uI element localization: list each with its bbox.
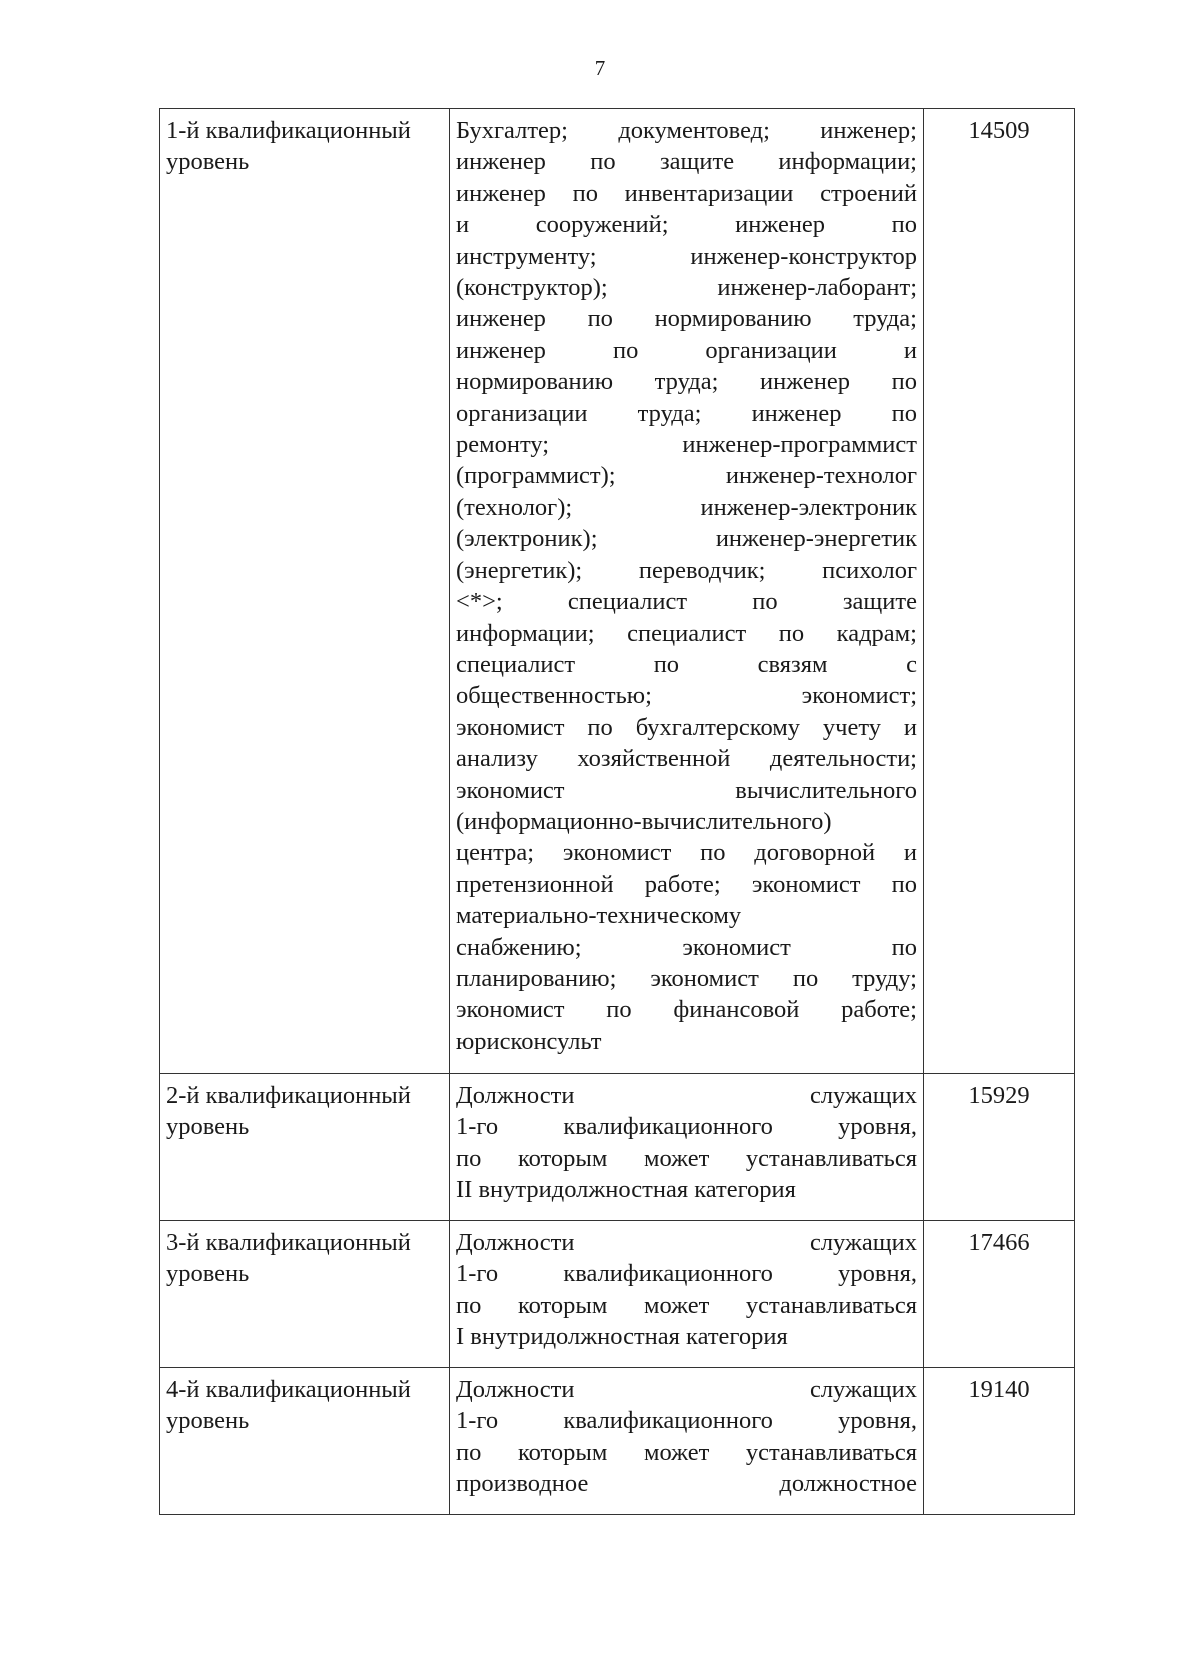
positions-line: юрисконсульт [456,1027,602,1055]
positions-line: I внутридолжностная категория [456,1323,788,1351]
positions-line: Бухгалтер; документовед; инженер; [456,117,917,144]
positions-line: Должности служащих [456,1082,917,1109]
positions-line: по которым может устанавливаться [456,1438,917,1466]
positions-line: инженер по защите информации; [456,148,917,176]
positions-line: (энергетик); переводчик; психолог [456,556,917,584]
salary-cell: 17466 [924,1221,1075,1368]
positions-line: Должности служащих [456,1376,917,1403]
table-row [160,1221,1075,1368]
positions-line: 1-го квалификационного уровня, [456,1407,917,1435]
salary-cell: 15929 [924,1074,1075,1221]
salary-cell: 19140 [924,1368,1075,1515]
positions-line: производное должностное [456,1470,917,1498]
positions-line: (программист); инженер-технолог [456,462,917,490]
positions-line: экономист вычислительного [456,776,917,804]
salary-cell: 14509 [924,109,1075,1074]
positions-cell [450,1368,924,1515]
positions-line: и сооружений; инженер по [456,211,917,239]
table-row [160,1368,1075,1515]
positions-line: экономист по финансовой работе; [456,996,917,1024]
positions-line: анализу хозяйственной деятельности; [456,745,917,773]
positions-line: специалист по связям с [456,650,917,678]
positions-line: по которым может устанавливаться [456,1144,917,1172]
positions-line: 1-го квалификационного уровня, [456,1260,917,1288]
table-body [160,109,1075,1515]
positions-line: материально-техническому [456,902,742,930]
positions-line: инженер по инвентаризации строений [456,179,917,207]
table-row [160,1074,1075,1221]
positions-cell [450,109,924,1074]
positions-line: центра; экономист по договорной и [456,839,917,867]
positions-line: общественностью; экономист; [456,682,917,710]
positions-line: планированию; экономист по труду; [456,964,917,992]
table-row [160,109,1075,1074]
positions-line: (технолог); инженер-электроник [456,493,917,521]
positions-line: нормированию труда; инженер по [456,368,917,396]
positions-line: по которым может устанавливаться [456,1291,917,1319]
positions-line: (конструктор); инженер-лаборант; [456,274,917,302]
positions-line: Должности служащих [456,1229,917,1256]
page-number: 7 [594,56,606,80]
positions-line: экономист по бухгалтерскому учету и [456,713,917,741]
qualification-level-cell: 1-й квалификационный уровень [160,109,450,1074]
positions-line: ремонту; инженер-программист [456,431,917,459]
positions-cell [450,1074,924,1221]
positions-line: инженер по организации и [456,336,917,364]
positions-line: организации труда; инженер по [456,399,917,427]
positions-line: информации; специалист по кадрам; [456,619,917,647]
qualification-level-cell: 3-й квалификационный уровень [160,1221,450,1368]
positions-line: (информационно-вычислительного) [456,807,832,835]
qualification-salary-table [159,108,1075,1515]
positions-line: снабжению; экономист по [456,933,917,961]
qualification-level-cell: 4-й квалификационный уровень [160,1368,450,1515]
positions-line: претензионной работе; экономист по [456,870,917,898]
positions-line: II внутридолжностная категория [456,1176,796,1204]
positions-line: инструменту; инженер-конструктор [456,242,917,270]
qualification-level-cell: 2-й квалификационный уровень [160,1074,450,1221]
positions-line: инженер по нормированию труда; [456,305,917,333]
positions-line: (электроник); инженер-энергетик [456,525,917,553]
positions-line: <*>; специалист по защите [456,588,917,616]
positions-line: 1-го квалификационного уровня, [456,1113,917,1141]
positions-cell [450,1221,924,1368]
